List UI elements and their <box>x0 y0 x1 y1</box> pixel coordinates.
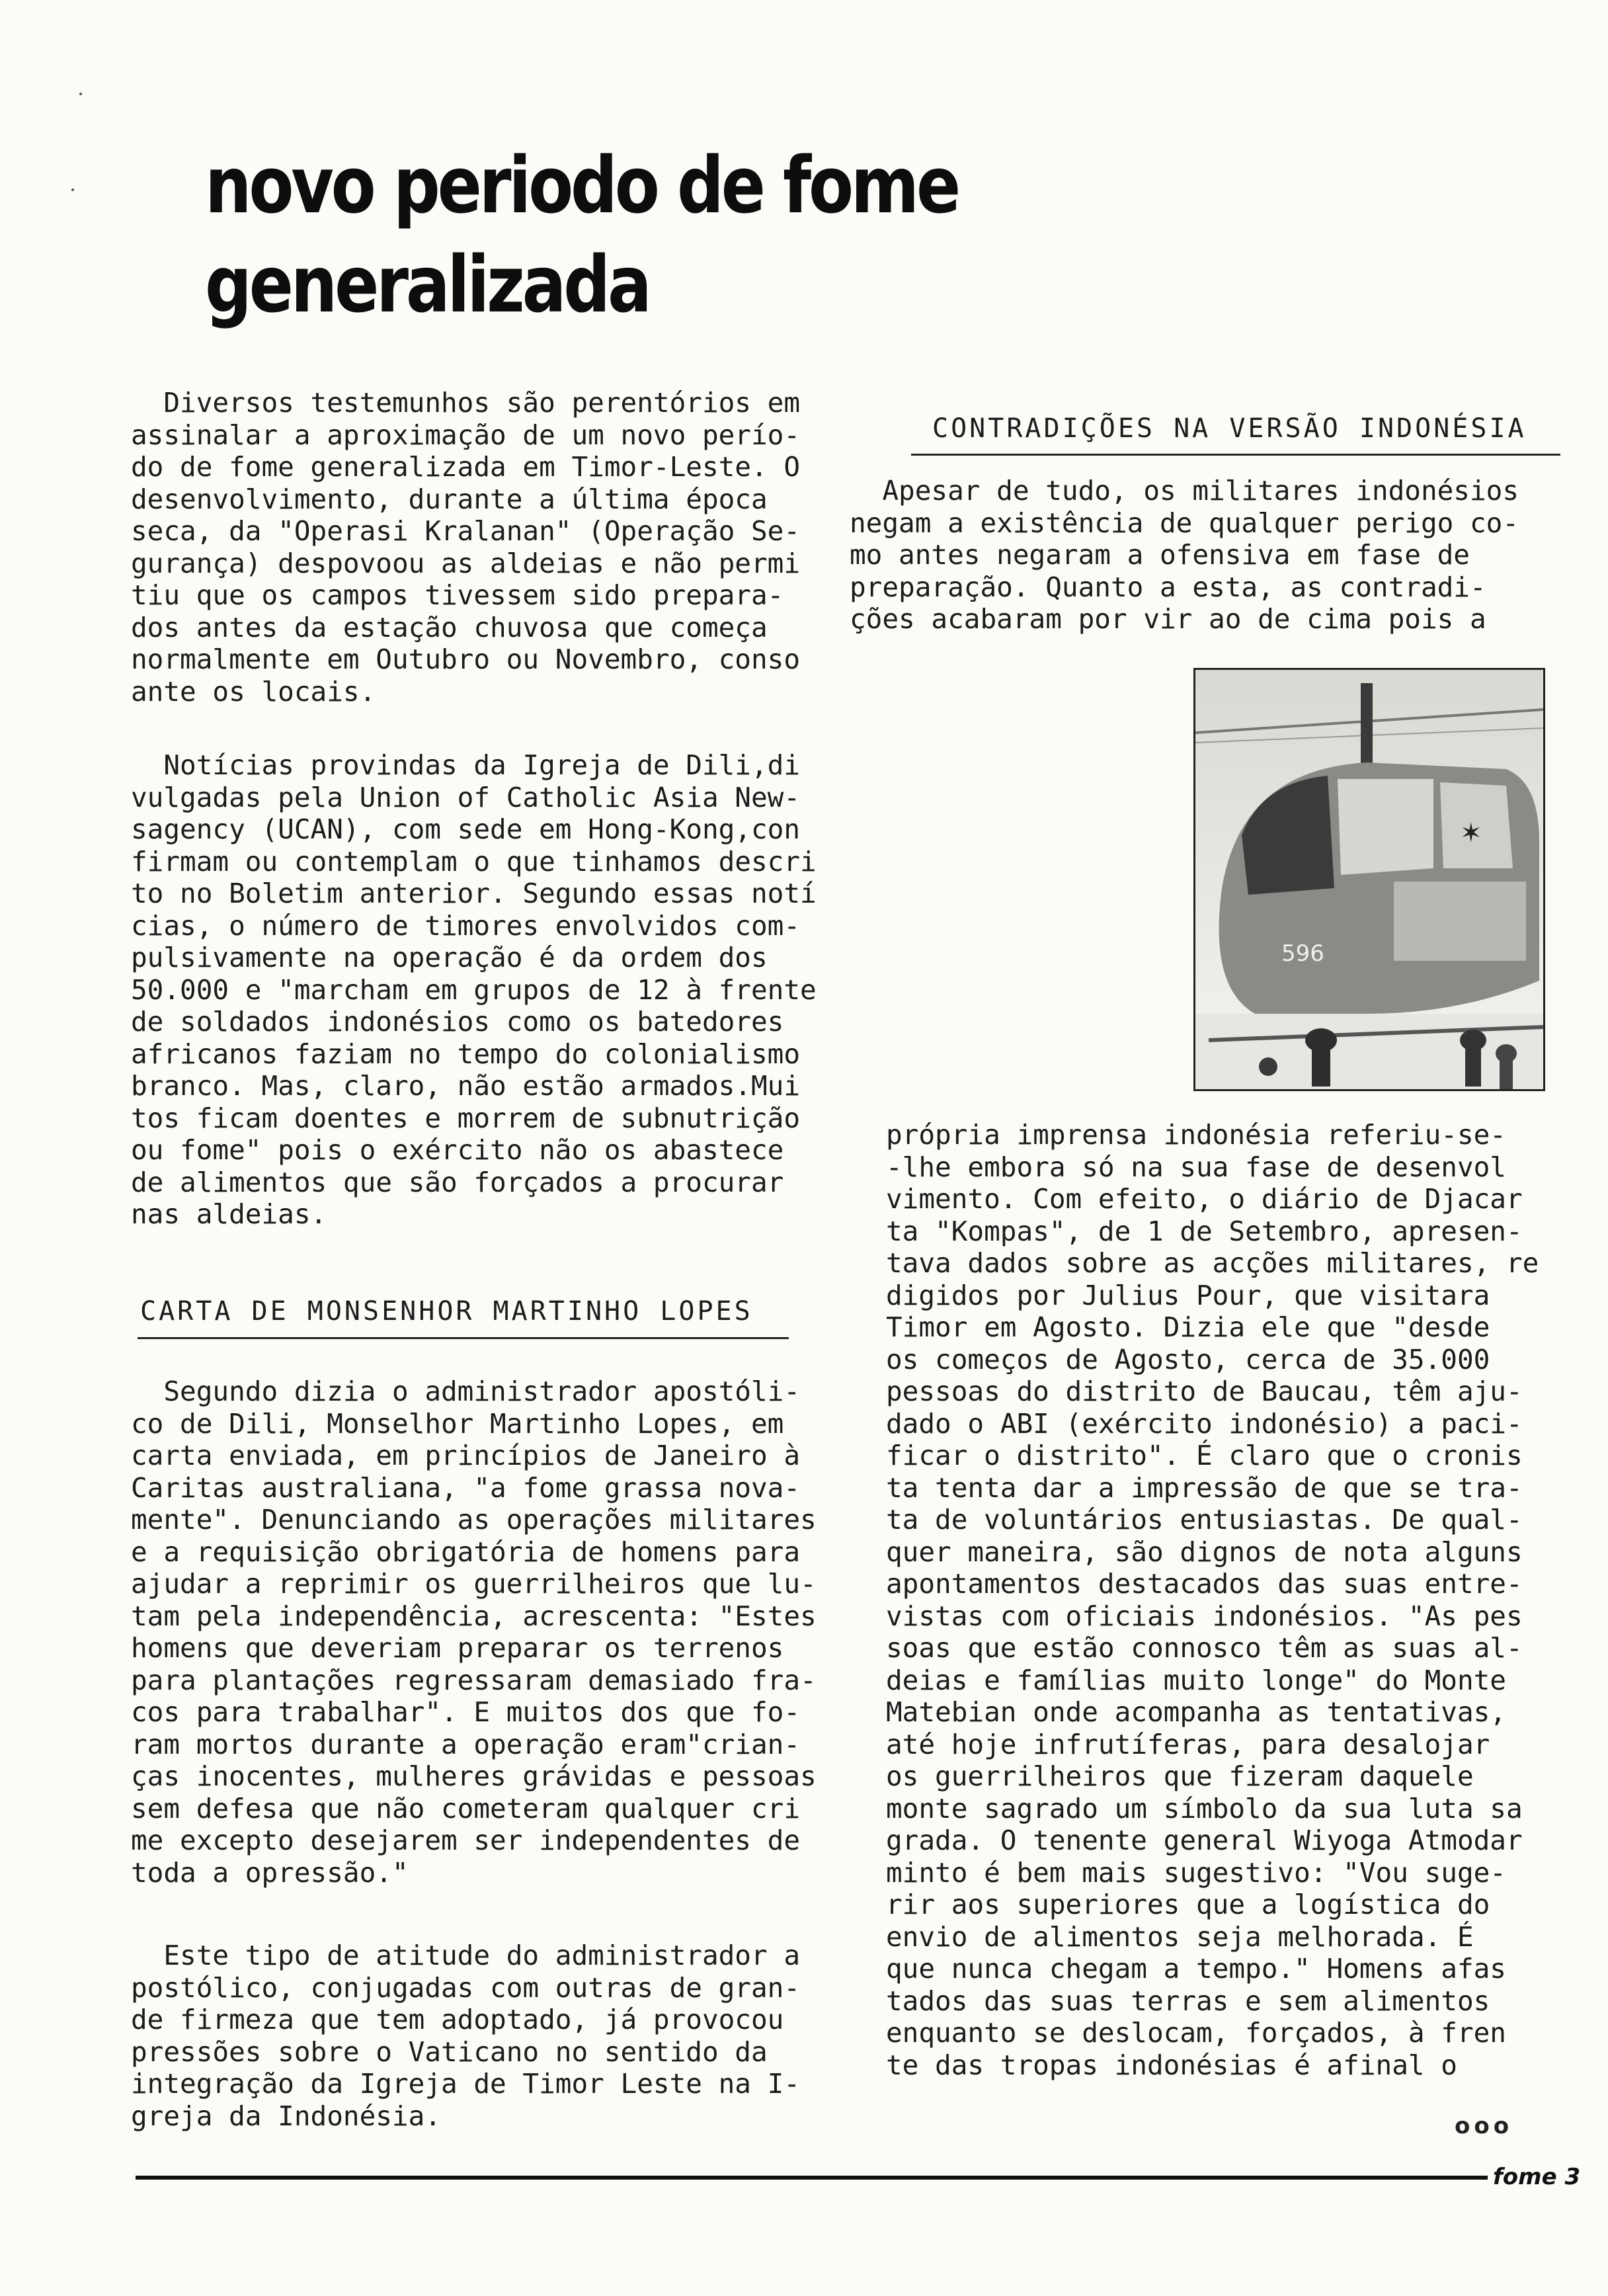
page-number-label: fome 3 <box>1493 2164 1581 2190</box>
continuation-dots: ooo <box>1455 2113 1513 2139</box>
left-section-heading: CARTA DE MONSENHOR MARTINHO LOPES <box>140 1296 753 1327</box>
helicopter-photo <box>1193 668 1545 1091</box>
left-paragraph-2: Notícias provindas da Igreja de Dili,di vulgadas pela Union of Catholic Asia New- sagency (UCAN), com sede em Hong-Kong,con firmam ou contemplam o que tinhamos descri to no Boletim anterior. Segundo essas notí cias, o número de timores envolvidos com- pulsivamente na operação é da ordem dos 50.000 e "marcham em grupos de 12 à frente de soldados indonésios como os batedores africanos faziam no tempo do colonialismo branco. Mas, claro, não estão armados.Mui tos ficam doentes e morrem de subnutrição ou fome" pois o exército não os abastece de alimentos que são forçados a procurar nas aldeias. <box>131 749 817 1230</box>
right-section-heading: CONTRADIÇÕES NA VERSÃO INDONÉSIA <box>932 413 1527 444</box>
article-title <box>205 136 1149 334</box>
left-paragraph-4: Este tipo de atitude do administrador a postólico, conjugadas com outras de gran- de firmeza que tem adoptado, já provocou pressões sobre o Vaticano no sentido da integração da Igreja de Timor Leste na I- greja da Indonésia. <box>131 1940 801 2132</box>
right-paragraph-2: própria imprensa indonésia referiu-se- -lhe embora só na sua fase de desenvol vimento. Com efeito, o diário de Djacar ta "Kompas", de 1 de Setembro, apresen- tava dados sobre as acções militares, re digidos por Julius Pour, que visitara Timor em Agosto. Dizia ele que "desde os começos de Agosto, cerca de 35.000 pessoas do distrito de Baucau, têm aju- dado o ABI (exército indonésio) a paci- ficar o distrito". É claro que o cronis ta tenta dar a impressão de que se tra- ta de voluntários entusiastas. De qual- quer maneira, são dignos de nota alguns apontamentos destacados das suas entre- vistas com oficiais indonésios. "As pes soas que estão connosco têm as suas al- deias e famílias muito longe" do Monte Matebian onde acompanha as tentativas, até hoje infrutíferas, para desalojar os guerrilheiros que fizeram daquele monte sagrado um símbolo da sua luta sa grada. O tenente general Wiyoga Atmodar minto é bem mais sugestivo: "Vou suge- rir aos superiores que a logística do envio de alimentos seja melhorada. É que nunca chegam a tempo." Homens afas tados das suas terras e sem alimentos enquanto se deslocam, forçados, à fren te das tropas indonésias é afinal o <box>886 1119 1539 2081</box>
scan-speck <box>71 188 74 191</box>
left-paragraph-3: Segundo dizia o administrador apostóli- co de Dili, Monselhor Martinho Lopes, em carta enviada, em princípios de Janeiro à Caritas australiana, "a fome grassa nova- mente". Denunciando as operações militares e a requisição obrigatória de homens para ajudar a reprimir os guerrilheiros que lu- tam pela independência, acrescenta: "Estes homens que deveriam preparar os terrenos para plantações regressaram demasiado fra- cos para trabalhar". E muitos dos que fo- ram mortos durante a operação eram"crian- ças inocentes, mulheres grávidas e pessoas sem defesa que não cometeram qualquer cri me excepto desejarem ser independentes de toda a opressão." <box>131 1375 817 1889</box>
photo-marking: 596 <box>1281 940 1324 967</box>
left-paragraph-1: Diversos testemunhos são perentórios em assinalar a aproximação de um novo perío- do de fome generalizada em Timor-Leste. O desenvolvimento, durante a última época seca, da "Operasi Kralanan" (Operação Se- gurança) despovoou as aldeias e não permi tiu que os campos tivessem sido prepara- dos antes da estação chuvosa que começa normalmente em Outubro ou Novembro, conso ante os locais. <box>131 387 801 708</box>
title-line-1: novo periodo de fome <box>205 140 958 231</box>
left-heading-rule <box>138 1337 789 1339</box>
right-paragraph-1: Apesar de tudo, os militares indonésios negam a existência de qualquer perigo co- mo antes negaram a ofensiva em fase de preparação. Quanto a esta, as contradi- ções acabaram por vir ao de cima pois a <box>850 475 1519 635</box>
title-line-2: generalizada <box>205 239 649 330</box>
right-heading-rule <box>911 454 1560 456</box>
scan-speck <box>79 93 82 95</box>
helicopter-image <box>1195 670 1543 1089</box>
footer-rule <box>136 2176 1488 2180</box>
svg-text:✶: ✶ <box>1460 818 1482 848</box>
